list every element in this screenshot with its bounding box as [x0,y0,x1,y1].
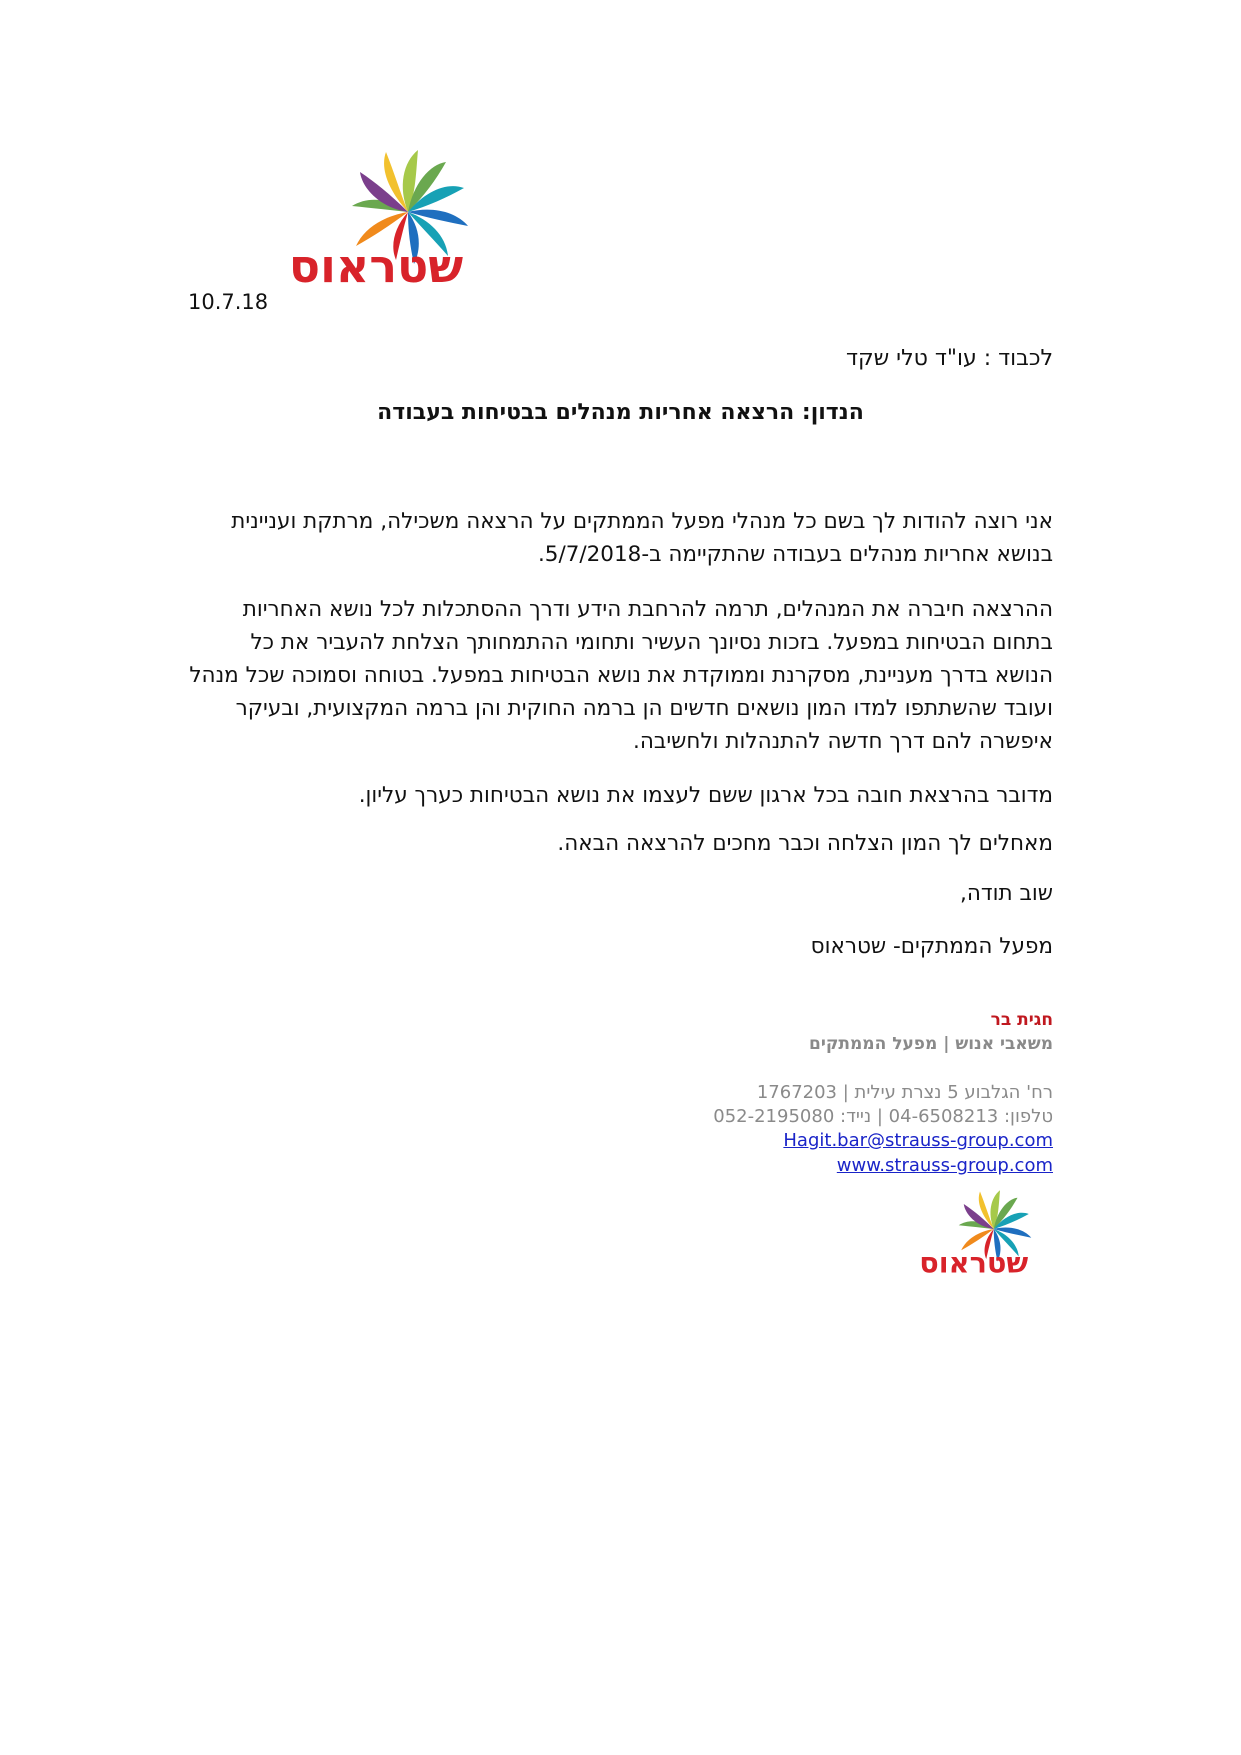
strauss-logo-top [258,150,498,295]
body-paragraph-2: ההרצאה חיברה את המנהלים, תרמה להרחבת הידע ודרך ההסתכלות לכל נושא האחריות בתחום הבטיחות במפעל. בזכות נסיונך העשיר ותחומי ההתמחותך הצלחת להעביר את כל הנושא בדרך מעניינת, מסקרנת וממוקדת את נושא הבטיחות במפעל. בטוחה וסמוכה שכל מנהל ועובד שהשתתפו למדו המון נושאים חדשים הן ברמה החוקית והן ברמה המקצועית, ובעיקר איפשרה להם דרך חדשה להתנהלות ולחשיבה. [189,597,1053,754]
signature-name: חגית בר [990,1010,1053,1030]
logo-wordmark: שטראוס [919,1245,1029,1280]
body-paragraph-4: מאחלים לך המון הצלחה וכבר מחכים להרצאה הבאה. [557,831,1053,856]
body-paragraph-3: מדובר בהרצאת חובה בכל ארגון ששם לעצמו את נושא הבטיחות כערך עליון. [358,783,1053,808]
strauss-logo-bottom [900,1188,1050,1283]
closing-thanks: שוב תודה, [960,881,1053,906]
recipient-line: לכבוד : עו"ד טלי שקד [845,346,1053,371]
closing-sender: מפעל הממתקים- שטראוס [810,934,1053,959]
signature-address: רח' הגלבוע 5 נצרת עילית | 1767203 [756,1082,1053,1103]
signature-phone: טלפון: 04-6508213 | נייד: 052-2195080 [713,1106,1053,1127]
subject-line: הנדון: הרצאה אחריות מנהלים בבטיחות בעבודה [377,400,864,425]
logo-wordmark: שטראוס [288,239,464,293]
signature-website-link[interactable]: www.strauss-group.com [836,1155,1053,1176]
signature-email-link[interactable]: Hagit.bar@strauss-group.com [783,1130,1053,1151]
signature-title: משאבי אנוש | מפעל הממתקים [809,1034,1053,1054]
letter-date: 10.7.18 [188,290,269,314]
body-paragraph-1: אני רוצה להודות לך בשם כל מנהלי מפעל הממתקים על הרצאה משכילה, מרתקת ועניינית בנושא אחריות מנהלים בעבודה שהתקיימה ב-5/7/2018. [231,509,1053,567]
